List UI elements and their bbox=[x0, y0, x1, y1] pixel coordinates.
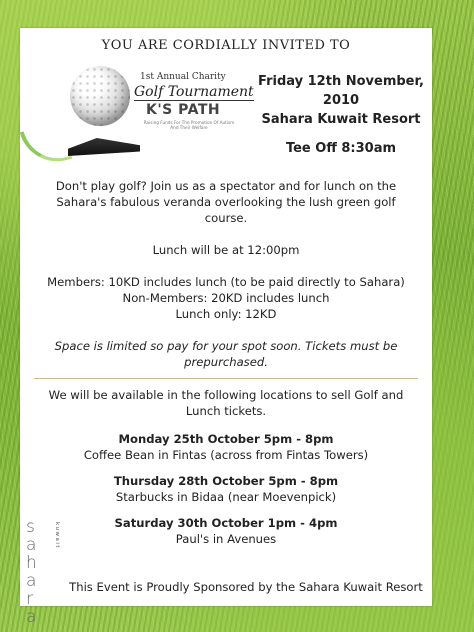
pricing-members: Members: 10KD includes lunch (to be paid directly to Sahara) bbox=[47, 275, 405, 289]
invite-heading: YOU ARE CORDIALLY INVITED TO bbox=[101, 38, 351, 53]
location-2-where: Starbucks in Bidaa (near Moevenpick) bbox=[115, 490, 337, 504]
sahara-logo-word: s a h a r a bbox=[26, 517, 37, 627]
intro-text: Don't play golf? Join us as a spectator and for lunch on the Sahara's fabulous veranda overlooking the lush green golf course. bbox=[55, 179, 397, 225]
golf-tee-icon bbox=[68, 138, 140, 156]
tournament-logo bbox=[24, 64, 254, 184]
logo-golf-text: Golf Tournament bbox=[134, 84, 254, 100]
golf-ball-icon bbox=[70, 66, 130, 126]
sponsor-line: This Event is Proudly Sponsored by the Sahara Kuwait Resort bbox=[69, 580, 423, 594]
tee-off-time: Tee Off 8:30am bbox=[285, 141, 397, 156]
location-3-when: Saturday 30th October 1pm - 4pm bbox=[114, 516, 338, 530]
location-1-where: Coffee Bean in Fintas (across from Fintas Towers) bbox=[83, 448, 369, 462]
pricing-non-members: Non-Members: 20KD includes lunch bbox=[122, 291, 330, 305]
invitation-card bbox=[20, 28, 432, 627]
location-1-when: Monday 25th October 5pm - 8pm bbox=[118, 432, 334, 446]
space-notice: Space is limited so pay for your spot soon. Tickets must be prepurchased. bbox=[54, 339, 398, 369]
invitation-body bbox=[20, 178, 432, 550]
location-2-when: Thursday 28th October 5pm - 8pm bbox=[113, 474, 339, 488]
event-venue: Sahara Kuwait Resort bbox=[261, 112, 421, 127]
divider bbox=[34, 378, 418, 379]
logo-annual-text: 1st Annual Charity bbox=[140, 72, 226, 82]
swoosh-graphic bbox=[20, 121, 73, 170]
locations-intro: We will be available in the following locations to sell Golf and Lunch tickets. bbox=[48, 388, 404, 418]
logo-ks-path: K'S PATH bbox=[146, 102, 221, 118]
sahara-logo bbox=[24, 517, 64, 627]
pricing-lunch-only: Lunch only: 12KD bbox=[175, 307, 277, 321]
logo-tagline: Raising Funds For The Promotion Of Autism And Their Welfare bbox=[143, 120, 235, 130]
sahara-logo-sub: kuwait bbox=[54, 522, 60, 550]
lunch-time: Lunch will be at 12:00pm bbox=[152, 243, 300, 257]
event-details bbox=[250, 72, 432, 158]
location-3-where: Paul's in Avenues bbox=[175, 532, 277, 546]
event-date: Friday 12th November, 2010 bbox=[258, 74, 424, 108]
